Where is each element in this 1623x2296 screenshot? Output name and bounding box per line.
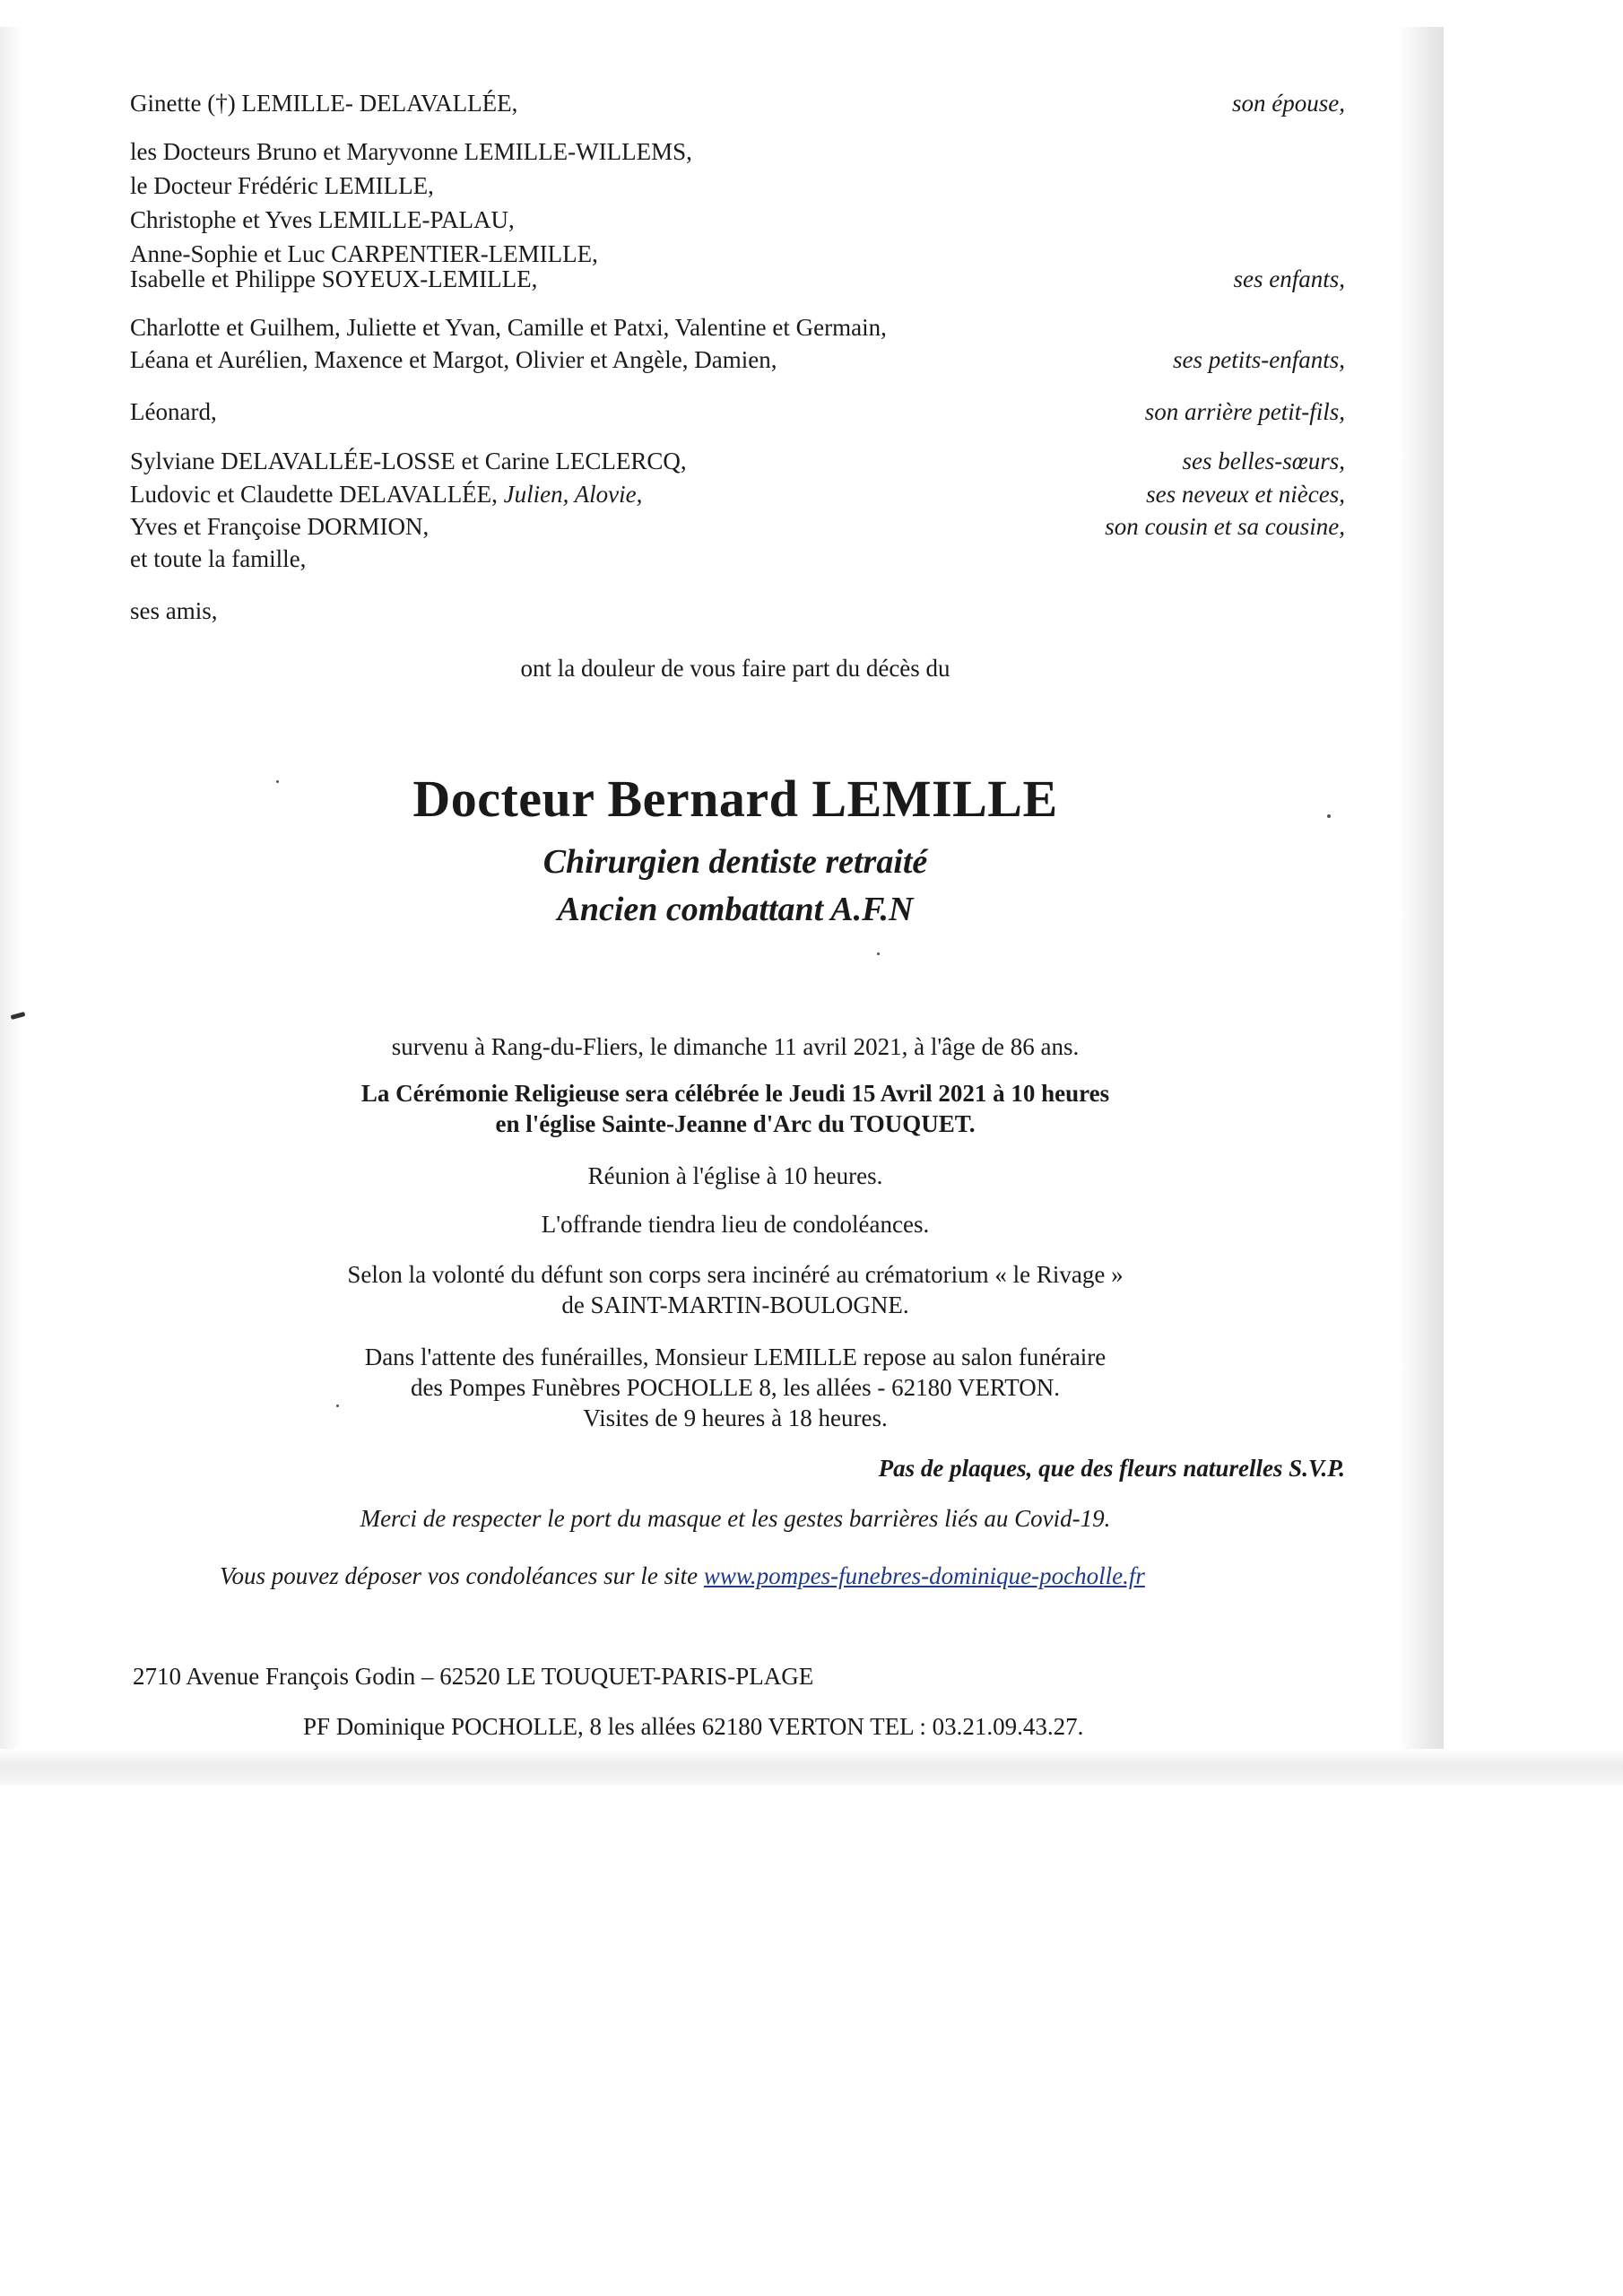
offering-line: L'offrande tiendra lieu de condoléances.	[541, 1211, 930, 1238]
scan-speck	[877, 952, 880, 955]
cremation-line: Selon la volonté du défunt son corps sera incinéré au crématorium « le Rivage »	[347, 1261, 1124, 1288]
visits-line: Visites de 9 heures à 18 heures.	[583, 1405, 888, 1431]
spouse-role: son épouse,	[1232, 90, 1345, 117]
child-line: les Docteurs Bruno et Maryvonne LEMILLE-WILLEMS,	[130, 138, 692, 165]
condolences-text: Vous pouvez déposer vos condoléances sur le site	[220, 1562, 704, 1589]
deceased-title: Ancien combattant A.F.N	[557, 891, 914, 928]
in-laws-role: ses neveux et nièces,	[1146, 481, 1345, 508]
footer-funeral-home: PF Dominique POCHOLLE, 8 les allées 62180 VERTON TEL : 03.21.09.43.27.	[303, 1713, 1084, 1740]
deceased-title: Chirurgien dentiste retraité	[542, 843, 928, 881]
in-laws-line-italic: Julien, Alovie,	[503, 481, 643, 508]
in-laws-line: et toute la famille,	[130, 545, 307, 572]
paper-edge-bottom	[0, 1749, 1623, 1785]
child-line: Christophe et Yves LEMILLE-PALAU,	[130, 206, 515, 233]
in-laws-line: Yves et Françoise DORMION,	[130, 513, 430, 540]
scan-speck	[276, 780, 279, 783]
grandchildren-line: Charlotte et Guilhem, Juliette et Yvan, Camille et Patxi, Valentine et Germain,	[130, 314, 887, 341]
ceremony-line: La Cérémonie Religieuse sera célébrée le Jeudi 15 Avril 2021 à 10 heures	[360, 1080, 1110, 1107]
grandchildren-line: Léana et Aurélien, Maxence et Margot, Olivier et Angèle, Damien,	[130, 346, 777, 373]
deceased-name: Docteur Bernard LEMILLE	[412, 770, 1058, 828]
death-line: survenu à Rang-du-Fliers, le dimanche 11 avril 2021, à l'âge de 86 ans.	[391, 1033, 1080, 1060]
grandchildren-role: ses petits-enfants,	[1173, 346, 1345, 373]
in-laws-line	[130, 483, 642, 507]
in-laws-line: Sylviane DELAVALLÉE-LOSSE et Carine LECLERCQ,	[130, 448, 687, 474]
child-line: Isabelle et Philippe SOYEUX-LEMILLE,	[130, 265, 538, 292]
in-laws-role: son cousin et sa cousine,	[1105, 513, 1345, 540]
child-line: le Docteur Frédéric LEMILLE,	[130, 172, 434, 199]
children-role: ses enfants,	[1233, 265, 1345, 292]
great-grandson-role: son arrière petit-fils,	[1144, 398, 1345, 425]
spouse-name: Ginette (†) LEMILLE- DELAVALLÉE,	[130, 90, 518, 117]
great-grandson-name: Léonard,	[130, 398, 217, 425]
meeting-line: Réunion à l'église à 10 heures.	[587, 1162, 883, 1189]
friends-line: ses amis,	[130, 597, 218, 624]
in-laws-line-prefix: Ludovic et Claudette DELAVALLÉE,	[130, 481, 504, 508]
cremation-line: de SAINT-MARTIN-BOULOGNE.	[561, 1292, 909, 1318]
covid-note: Merci de respecter le port du masque et les gestes barrières liés au Covid-19.	[360, 1505, 1111, 1532]
child-line: Anne-Sophie et Luc CARPENTIER-LEMILLE,	[130, 240, 598, 267]
in-laws-role: ses belles-sœurs,	[1182, 448, 1345, 474]
rest-line: Dans l'attente des funérailles, Monsieur LEMILLE repose au salon funéraire	[364, 1344, 1107, 1370]
flowers-note: Pas de plaques, que des fleurs naturelles S.V.P.	[878, 1455, 1345, 1482]
scan-speck	[1327, 814, 1331, 818]
announcement-line: ont la douleur de vous faire part du décès du	[520, 655, 950, 682]
ceremony-line: en l'église Sainte-Jeanne d'Arc du TOUQUET.	[495, 1110, 976, 1137]
rest-line: des Pompes Funèbres POCHOLLE 8, les allées - 62180 VERTON.	[410, 1374, 1061, 1401]
condolences-note	[220, 1564, 1145, 1588]
footer-address: 2710 Avenue François Godin – 62520 LE TOUQUET-PARIS-PLAGE	[133, 1663, 814, 1690]
condolences-link[interactable]: www.pompes-funebres-dominique-pocholle.fr	[703, 1562, 1145, 1589]
